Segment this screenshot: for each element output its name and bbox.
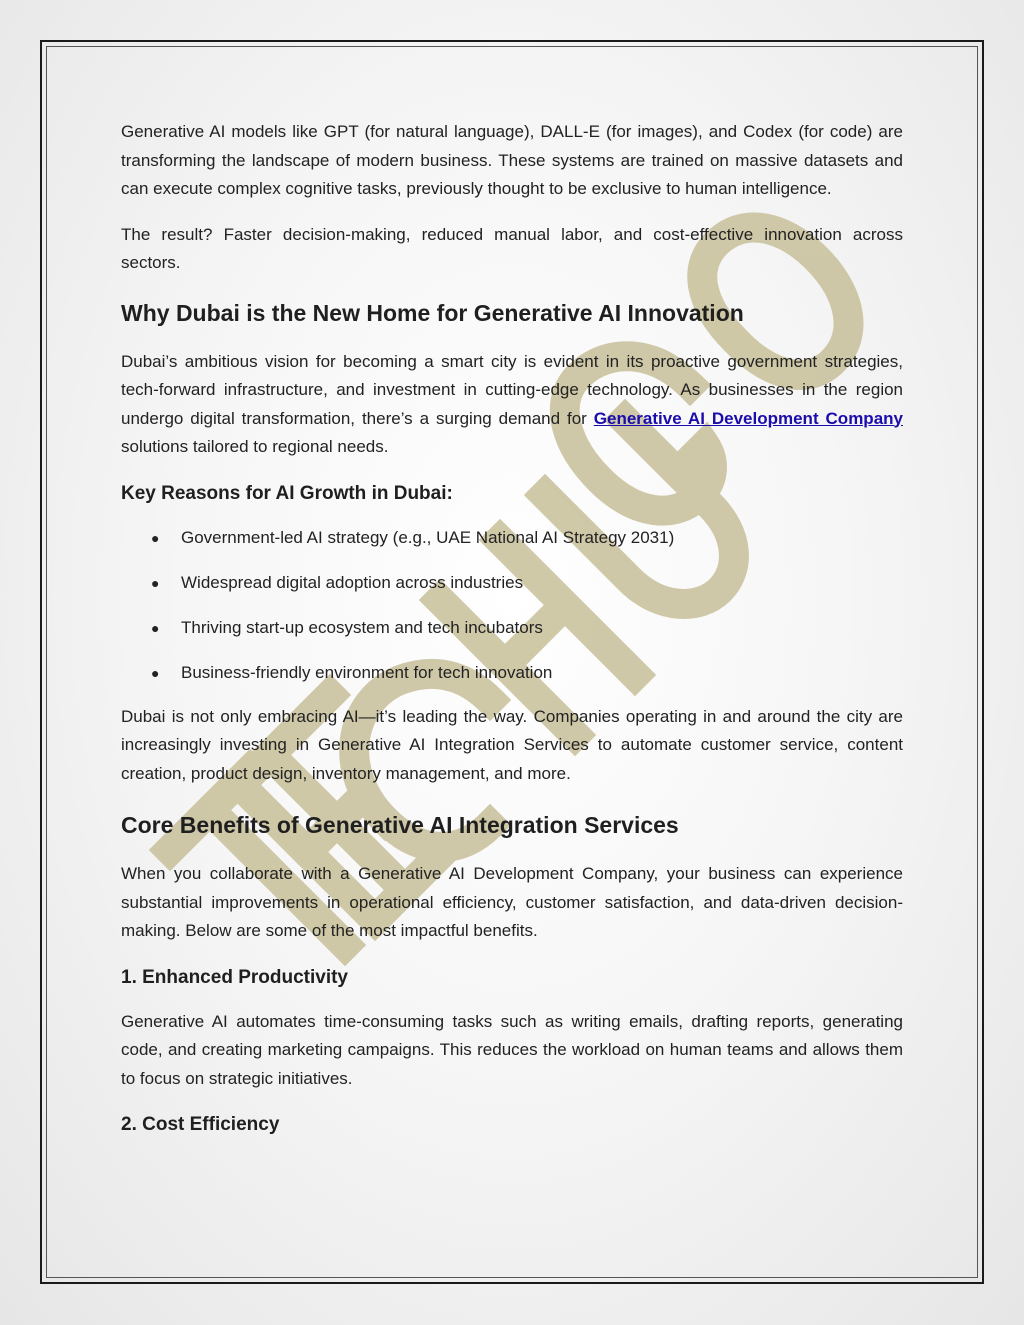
enhanced-productivity-paragraph: Generative AI automates time-consuming tasks such as writing emails, drafting reports, generating code, and creating marketing campaigns. This reduces the workload on human teams and allows them to focus on strategic initiatives. — [121, 1011, 903, 1088]
bullet-icon: ● — [151, 619, 160, 636]
dubai-paragraph-text: Dubai’s ambitious vision for becoming a smart city is evident in its proactive government strategies, tech-forward infrastructure, and investment in cutting-edge technology. As businesses in the region undergo digital transformation, there’s a surging demand for — [121, 351, 903, 428]
generative-ai-development-company-link[interactable]: Generative AI Development Company — [593, 408, 903, 428]
subheading-enhanced-productivity: 1. Enhanced Productivity — [121, 966, 348, 988]
bullet-icon: ● — [151, 574, 160, 591]
intro-paragraph-2: The result? Faster decision-making, reduced manual labor, and cost-effective innovation across sectors. — [121, 224, 903, 272]
key-reasons-list — [121, 524, 903, 687]
list-item — [121, 614, 903, 642]
heading-why-dubai: Why Dubai is the New Home for Generative AI Innovation — [121, 299, 744, 326]
dubai-closing-paragraph: Dubai is not only embracing AI—it’s leading the way. Companies operating in and around the city are increasingly investing in Generative AI Integration Services to automate customer service, content creation, product design, inventory management, and more. — [121, 706, 903, 783]
list-item-text: Government-led AI strategy (e.g., UAE National AI Strategy 2031) — [181, 527, 675, 547]
bullet-icon: ● — [151, 664, 160, 681]
document-content — [121, 118, 903, 1155]
intro-paragraph-1: Generative AI models like GPT (for natural language), DALL-E (for images), and Codex (for code) are transforming the landscape of modern business. These systems are trained on massive datasets and can execute complex cognitive tasks, previously thought to be exclusive to human intelligence. — [121, 122, 903, 198]
heading-core-benefits: Core Benefits of Generative AI Integration Services — [121, 812, 679, 838]
list-item-text: Widespread digital adoption across industries — [181, 572, 524, 592]
dubai-paragraph-text-end: solutions tailored to regional needs. — [121, 437, 389, 456]
dubai-paragraph — [121, 348, 903, 462]
bullet-icon: ● — [151, 529, 160, 546]
benefits-intro-paragraph: When you collaborate with a Generative AI Development Company, your business can experience substantial improvements in operational efficiency, customer satisfaction, and data-driven decision-making. Below are some of the most impactful benefits. — [121, 864, 903, 940]
list-item-text: Business-friendly environment for tech innovation — [181, 662, 553, 682]
list-item — [121, 659, 903, 687]
list-item — [121, 569, 903, 597]
subheading-key-reasons: Key Reasons for AI Growth in Dubai: — [121, 482, 453, 504]
subheading-cost-efficiency: 2. Cost Efficiency — [121, 1114, 280, 1135]
list-item — [121, 524, 903, 552]
list-item-text: Thriving start-up ecosystem and tech incubators — [181, 617, 543, 637]
